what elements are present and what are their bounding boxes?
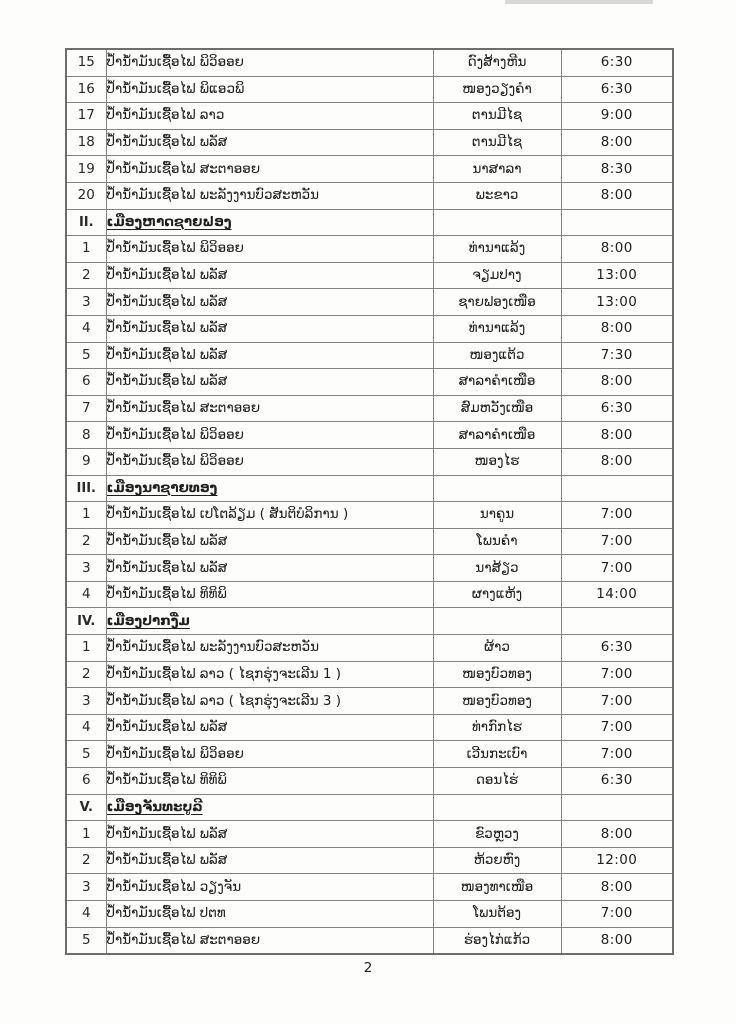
station-row: [66, 714, 673, 741]
station-row: [66, 741, 673, 768]
cell-number: 3: [66, 688, 106, 715]
station-row: [66, 901, 673, 928]
section-numeral: II.: [66, 209, 106, 236]
cell-number: 4: [66, 901, 106, 928]
cell-opening-time: 8:00: [561, 821, 673, 848]
station-row: [66, 422, 673, 449]
cell-village: ຈຽມປາງ: [433, 262, 561, 289]
cell-village: ໂພນຕ້ອງ: [433, 901, 561, 928]
station-row: [66, 395, 673, 422]
cell-number: 20: [66, 182, 106, 209]
cell-station-name: ປໍ້ານໍ້າມັນເຊື້ອໄຟ ລາວ ( ໄຊກຮຸ່ງຈະເລີນ 3 ): [106, 688, 433, 715]
cell-opening-time: 13:00: [561, 262, 673, 289]
station-row: [66, 661, 673, 688]
cell-opening-time: 14:00: [561, 581, 673, 608]
cell-opening-time: 6:30: [561, 76, 673, 103]
cell-village: ທ່າກົກໄຮ: [433, 714, 561, 741]
station-row: [66, 688, 673, 715]
cell-opening-time: 8:00: [561, 315, 673, 342]
cell-village: ທ່ານາແລ້ງ: [433, 315, 561, 342]
station-row: [66, 315, 673, 342]
cell-station-name: ປໍ້ານໍ້າມັນເຊື້ອໄຟ ພິວິອອຍ: [106, 741, 433, 768]
cell-station-name: ປໍ້ານໍ້າມັນເຊື້ອໄຟ ສະຕາອອຍ: [106, 395, 433, 422]
station-row: [66, 555, 673, 582]
station-row: [66, 262, 673, 289]
cell-station-name: ປໍ້ານໍ້າມັນເຊື້ອໄຟ ພະລັງງານບົວສະຫວັນ: [106, 182, 433, 209]
stations-table-body: [66, 49, 673, 954]
section-numeral: III.: [66, 475, 106, 502]
cell-opening-time: 6:30: [561, 49, 673, 76]
cell-number: 2: [66, 528, 106, 555]
section-header-row: [66, 794, 673, 821]
station-row: [66, 103, 673, 130]
cell-number: 9: [66, 448, 106, 475]
cell-number: 4: [66, 315, 106, 342]
cell-station-name: ປໍ້ານໍ້າມັນເຊື້ອໄຟ ລາວ ( ໄຊກຮຸ່ງຈະເລີນ 1 ): [106, 661, 433, 688]
cell-village: [433, 209, 561, 236]
cell-village: ນາສ້ຽວ: [433, 555, 561, 582]
cell-time: [561, 794, 673, 821]
cell-station-name: ປໍ້ານໍ້າມັນເຊື້ອໄຟ ພລັສ: [106, 369, 433, 396]
cell-number: 17: [66, 103, 106, 130]
cell-village: ຕານມີໄຊ: [433, 129, 561, 156]
station-row: [66, 182, 673, 209]
cell-station-name: ປໍ້ານໍ້າມັນເຊື້ອໄຟ ພລັສ: [106, 129, 433, 156]
cell-opening-time: 7:00: [561, 528, 673, 555]
cell-number: 3: [66, 289, 106, 316]
cell-number: 8: [66, 422, 106, 449]
cell-village: ນາສາລາ: [433, 156, 561, 183]
cell-village: ທ່ານາແລ້ງ: [433, 236, 561, 263]
cell-village: [433, 475, 561, 502]
section-header-row: [66, 608, 673, 635]
cell-number: 2: [66, 661, 106, 688]
cell-opening-time: 8:00: [561, 129, 673, 156]
cell-opening-time: 8:00: [561, 182, 673, 209]
station-row: [66, 874, 673, 901]
fuel-stations-table: [65, 48, 674, 955]
section-header-row: [66, 209, 673, 236]
cell-village: ໜອງແຕ້ວ: [433, 342, 561, 369]
cell-station-name: ປໍ້ານໍ້າມັນເຊື້ອໄຟ ພລັສ: [106, 528, 433, 555]
section-title: ເມືອງຫາດຊາຍຟອງ: [106, 209, 433, 236]
cell-number: 16: [66, 76, 106, 103]
cell-opening-time: 12:00: [561, 847, 673, 874]
cell-opening-time: 8:00: [561, 448, 673, 475]
section-header-row: [66, 475, 673, 502]
station-row: [66, 76, 673, 103]
section-title: ເມືອງປາກງື່ມ: [106, 608, 433, 635]
cell-village: ດົງສ້າງຫີນ: [433, 49, 561, 76]
cell-station-name: ປໍ້ານໍ້າມັນເຊື້ອໄຟ ພິວິອອຍ: [106, 422, 433, 449]
cell-opening-time: 6:30: [561, 768, 673, 795]
cell-number: 19: [66, 156, 106, 183]
cell-number: 4: [66, 714, 106, 741]
cell-station-name: ປໍ້ານໍ້າມັນເຊື້ອໄຟ ພິວິອອຍ: [106, 448, 433, 475]
page-number: 2: [363, 960, 373, 976]
cell-station-name: ປໍ້ານໍ້າມັນເຊື້ອໄຟ ສະຕາອອຍ: [106, 927, 433, 954]
cell-station-name: ປໍ້ານໍ້າມັນເຊື້ອໄຟ ພລັສ: [106, 555, 433, 582]
section-title: ເມືອງຈັນທະບູລີ: [106, 794, 433, 821]
station-row: [66, 635, 673, 662]
cell-station-name: ປໍ້ານໍ້າມັນເຊື້ອໄຟ ພລັສ: [106, 289, 433, 316]
station-row: [66, 847, 673, 874]
cell-station-name: ປໍ້ານໍ້າມັນເຊື້ອໄຟ ພິວິອອຍ: [106, 236, 433, 263]
cell-time: [561, 608, 673, 635]
cell-station-name: ປໍ້ານໍ້າມັນເຊື້ອໄຟ ພລັສ: [106, 262, 433, 289]
cell-village: ຕານມີໄຊ: [433, 103, 561, 130]
cell-village: ຮ່ອງໄກ່ແກ້ວ: [433, 927, 561, 954]
cell-opening-time: 7:30: [561, 342, 673, 369]
cell-number: 18: [66, 129, 106, 156]
cell-station-name: ປໍ້ານໍ້າມັນເຊື້ອໄຟ ພະລັງງານບົວສະຫວັນ: [106, 635, 433, 662]
cell-village: ຫ້ວຍຫົງ: [433, 847, 561, 874]
cell-village: ໜອງບົວທອງ: [433, 688, 561, 715]
cell-opening-time: 7:00: [561, 714, 673, 741]
cell-time: [561, 475, 673, 502]
station-row: [66, 927, 673, 954]
cell-station-name: ປໍ້ານໍ້າມັນເຊື້ອໄຟ ປຕທ: [106, 901, 433, 928]
cell-village: ໂພນຄຳ: [433, 528, 561, 555]
cell-village: ໜອງທາເໜືອ: [433, 874, 561, 901]
cell-village: ຂົວຫຼວງ: [433, 821, 561, 848]
cell-opening-time: 8:00: [561, 422, 673, 449]
cell-station-name: ປໍ້ານໍ້າມັນເຊື້ອໄຟ ພລັສ: [106, 315, 433, 342]
cell-number: 6: [66, 369, 106, 396]
cell-number: 2: [66, 262, 106, 289]
cell-opening-time: 8:00: [561, 927, 673, 954]
station-row: [66, 49, 673, 76]
station-row: [66, 821, 673, 848]
cell-village: ສາລາຄຳເໜືອ: [433, 422, 561, 449]
cell-station-name: ປໍ້ານໍ້າມັນເຊື້ອໄຟ ວຽງຈັນ: [106, 874, 433, 901]
cell-opening-time: 13:00: [561, 289, 673, 316]
cell-village: ນາຄູນ: [433, 502, 561, 529]
cell-number: 5: [66, 741, 106, 768]
cell-village: ສາລາຄຳເໜືອ: [433, 369, 561, 396]
cell-time: [561, 209, 673, 236]
cell-village: [433, 794, 561, 821]
cell-number: 5: [66, 927, 106, 954]
station-row: [66, 342, 673, 369]
cell-opening-time: 7:00: [561, 502, 673, 529]
cell-opening-time: 8:30: [561, 156, 673, 183]
cell-station-name: ປໍ້ານໍ້າມັນເຊື້ອໄຟ ພລັສ: [106, 847, 433, 874]
section-title: ເມືອງນາຊາຍທອງ: [106, 475, 433, 502]
cell-number: 4: [66, 581, 106, 608]
cell-station-name: ປໍ້ານໍ້າມັນເຊື້ອໄຟ ພິແອວພິ: [106, 76, 433, 103]
cell-village: ສົມຫວັງເໜືອ: [433, 395, 561, 422]
cell-number: 5: [66, 342, 106, 369]
cell-opening-time: 6:30: [561, 395, 673, 422]
cell-village: ດອນໄຮ່: [433, 768, 561, 795]
cell-station-name: ປໍ້ານໍ້າມັນເຊື້ອໄຟ ພລັສ: [106, 714, 433, 741]
cell-opening-time: 7:00: [561, 688, 673, 715]
cell-station-name: ປໍ້ານໍ້າມັນເຊື້ອໄຟ ລາວ: [106, 103, 433, 130]
station-row: [66, 289, 673, 316]
cell-village: ຜ້າວ: [433, 635, 561, 662]
station-row: [66, 369, 673, 396]
cell-station-name: ປໍ້ານໍ້າມັນເຊື້ອໄຟ ພລັສ: [106, 821, 433, 848]
cell-village: ພະຂາວ: [433, 182, 561, 209]
station-row: [66, 156, 673, 183]
cell-village: ເວີນກະເບົາ: [433, 741, 561, 768]
cell-number: 1: [66, 502, 106, 529]
station-row: [66, 528, 673, 555]
cell-number: 7: [66, 395, 106, 422]
station-row: [66, 502, 673, 529]
station-row: [66, 448, 673, 475]
cell-opening-time: 8:00: [561, 874, 673, 901]
cell-station-name: ປໍ້ານໍ້າມັນເຊື້ອໄຟ ທິທິພິ: [106, 768, 433, 795]
cell-number: 1: [66, 635, 106, 662]
station-row: [66, 581, 673, 608]
cell-station-name: ປໍ້ານໍ້າມັນເຊື້ອໄຟ ພິວິອອຍ: [106, 49, 433, 76]
cell-opening-time: 7:00: [561, 741, 673, 768]
station-row: [66, 236, 673, 263]
station-row: [66, 129, 673, 156]
cell-number: 15: [66, 49, 106, 76]
cell-station-name: ປໍ້ານໍ້າມັນເຊື້ອໄຟ ເປໂຕລ້ຽມ ( ສັນຕິບໍລິການ ): [106, 502, 433, 529]
section-numeral: IV.: [66, 608, 106, 635]
cell-opening-time: 6:30: [561, 635, 673, 662]
cell-opening-time: 8:00: [561, 236, 673, 263]
cell-number: 2: [66, 847, 106, 874]
cell-opening-time: 9:00: [561, 103, 673, 130]
cell-number: 3: [66, 874, 106, 901]
scan-edge-artifact: [505, 0, 653, 4]
cell-village: ຊາຍຟອງເໜືອ: [433, 289, 561, 316]
cell-village: [433, 608, 561, 635]
cell-village: ຜາງແຫ້ງ: [433, 581, 561, 608]
cell-opening-time: 7:00: [561, 901, 673, 928]
cell-number: 1: [66, 821, 106, 848]
cell-station-name: ປໍ້ານໍ້າມັນເຊື້ອໄຟ ສະຕາອອຍ: [106, 156, 433, 183]
cell-station-name: ປໍ້ານໍ້າມັນເຊື້ອໄຟ ທິທິພິ: [106, 581, 433, 608]
station-row: [66, 768, 673, 795]
cell-number: 3: [66, 555, 106, 582]
cell-number: 6: [66, 768, 106, 795]
cell-village: ໜອງວຽງຄຳ: [433, 76, 561, 103]
cell-village: ໜອງໄຮ: [433, 448, 561, 475]
cell-opening-time: 8:00: [561, 369, 673, 396]
cell-opening-time: 7:00: [561, 661, 673, 688]
cell-station-name: ປໍ້ານໍ້າມັນເຊື້ອໄຟ ພລັສ: [106, 342, 433, 369]
section-numeral: V.: [66, 794, 106, 821]
cell-opening-time: 7:00: [561, 555, 673, 582]
cell-village: ໜອງບົວທອງ: [433, 661, 561, 688]
cell-number: 1: [66, 236, 106, 263]
